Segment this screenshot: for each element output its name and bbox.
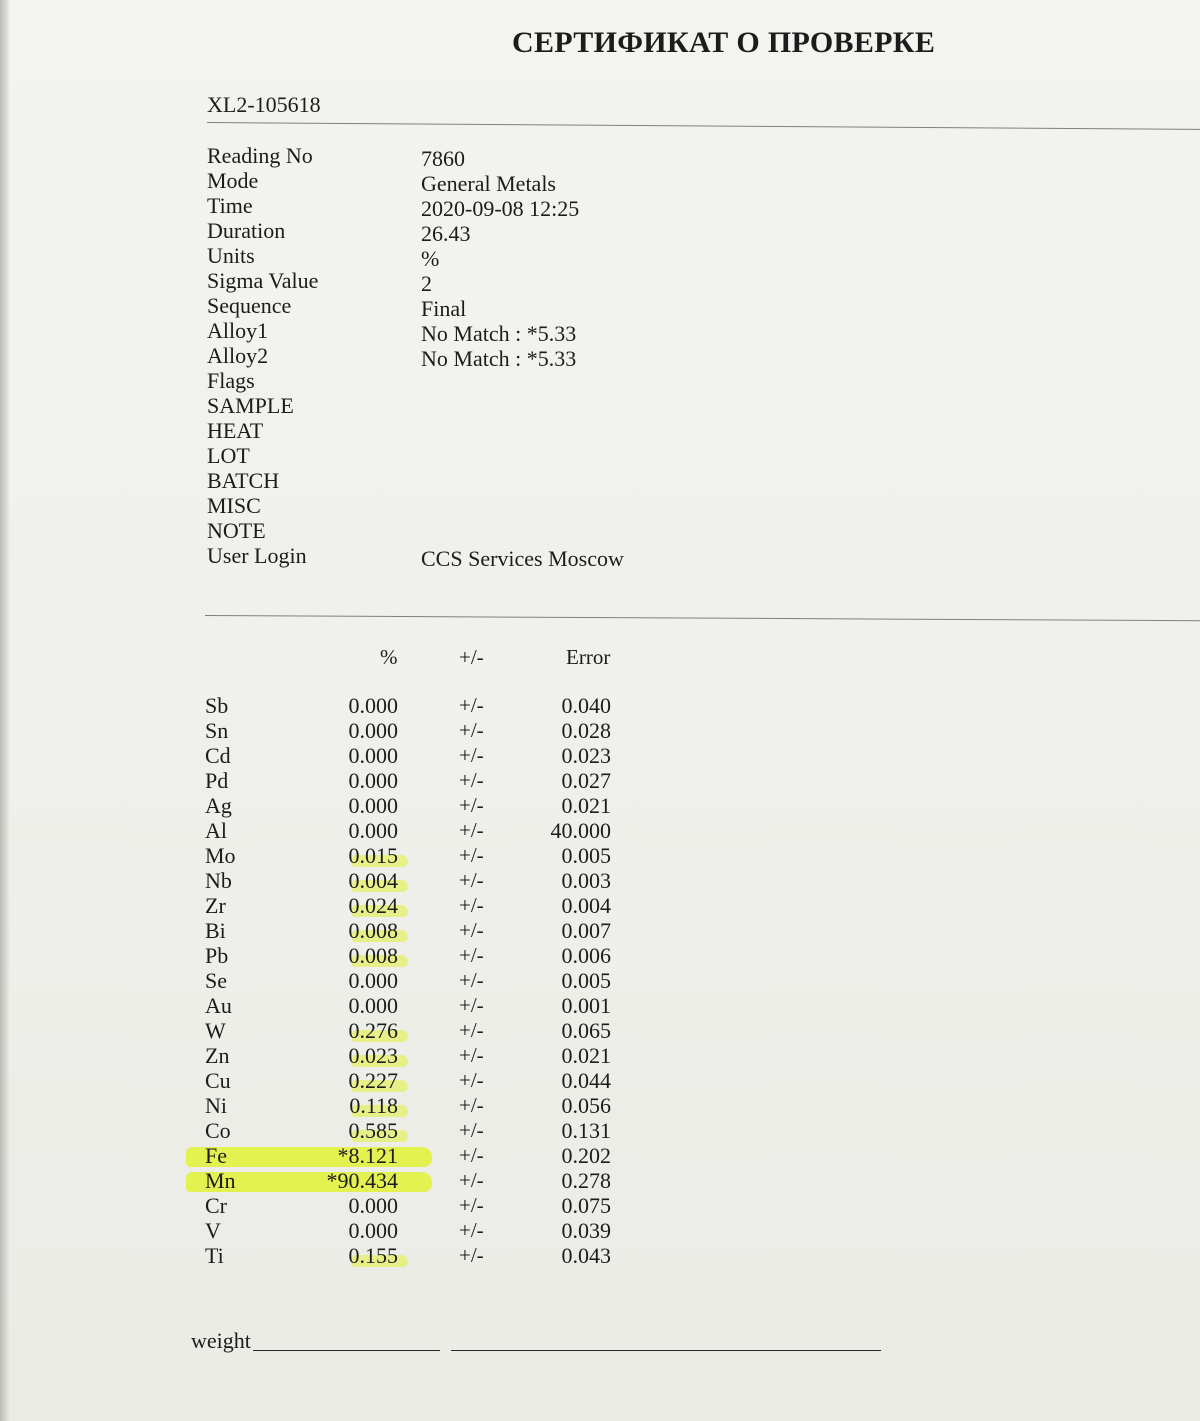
element-symbol: Fe xyxy=(205,1143,227,1168)
field-value: 26.43 xyxy=(421,221,471,246)
field-value: CCS Services Moscow xyxy=(421,546,624,571)
element-percent: 0.024 xyxy=(348,893,398,918)
element-percent: 0.000 xyxy=(348,993,398,1018)
element-row xyxy=(0,1193,700,1218)
element-error: 0.021 xyxy=(561,793,611,818)
element-symbol: Mn xyxy=(205,1168,236,1193)
element-plusminus: +/- xyxy=(459,1093,484,1117)
element-symbol: Au xyxy=(205,993,232,1018)
element-symbol: Mo xyxy=(205,843,236,868)
element-error: 0.075 xyxy=(561,1193,611,1218)
element-row xyxy=(0,843,700,868)
element-error: 0.028 xyxy=(561,718,611,743)
element-symbol: Ti xyxy=(205,1243,224,1268)
element-error: 0.065 xyxy=(561,1018,611,1043)
element-percent: 0.000 xyxy=(348,793,398,818)
element-percent: 0.118 xyxy=(349,1093,398,1118)
element-row xyxy=(0,1218,700,1243)
element-plusminus: +/- xyxy=(459,843,484,867)
element-percent: 0.000 xyxy=(348,1218,398,1243)
element-row xyxy=(0,1243,700,1268)
element-row xyxy=(0,943,700,968)
element-symbol: Ag xyxy=(205,793,232,818)
element-table xyxy=(0,693,700,1268)
field-label: Sigma Value xyxy=(207,268,319,293)
element-error: 0.278 xyxy=(561,1168,611,1193)
element-plusminus: +/- xyxy=(459,1193,484,1217)
element-row xyxy=(0,1018,700,1043)
field-label: MISC xyxy=(207,493,261,518)
element-plusminus: +/- xyxy=(459,818,484,842)
element-plusminus: +/- xyxy=(459,968,484,992)
element-percent: 0.000 xyxy=(348,968,398,993)
element-symbol: V xyxy=(205,1218,221,1243)
element-row xyxy=(0,743,700,768)
element-plusminus: +/- xyxy=(459,1243,484,1267)
field-value: No Match : *5.33 xyxy=(421,346,577,371)
element-percent: 0.000 xyxy=(348,743,398,768)
field-value: No Match : *5.33 xyxy=(421,321,577,346)
element-symbol: W xyxy=(205,1018,226,1043)
element-row xyxy=(0,818,700,843)
element-error: 0.040 xyxy=(561,693,611,718)
signature-underline xyxy=(451,1350,881,1351)
element-row xyxy=(0,918,700,943)
element-percent: 0.000 xyxy=(348,718,398,743)
element-error: 0.027 xyxy=(561,768,611,793)
field-label: Reading No xyxy=(207,143,313,168)
element-percent: 0.000 xyxy=(348,768,398,793)
element-plusminus: +/- xyxy=(459,693,484,717)
element-symbol: Zr xyxy=(205,893,226,918)
element-plusminus: +/- xyxy=(459,793,484,817)
element-percent: 0.000 xyxy=(348,1193,398,1218)
field-label: LOT xyxy=(207,443,250,468)
field-value: General Metals xyxy=(421,171,556,196)
element-plusminus: +/- xyxy=(459,743,484,767)
element-row xyxy=(0,693,700,718)
element-plusminus: +/- xyxy=(459,1043,484,1067)
element-row xyxy=(0,1043,700,1068)
element-symbol: Al xyxy=(205,818,227,843)
element-error: 0.043 xyxy=(561,1243,611,1268)
element-error: 0.004 xyxy=(561,893,611,918)
element-error: 0.023 xyxy=(561,743,611,768)
device-id: XL2-105618 xyxy=(207,92,321,117)
field-label: NOTE xyxy=(207,518,266,543)
field-value: % xyxy=(421,246,440,271)
element-error: 0.003 xyxy=(561,868,611,893)
element-percent: 0.227 xyxy=(348,1068,398,1093)
element-percent: 0.585 xyxy=(348,1118,398,1143)
column-header-plusminus: +/- xyxy=(459,645,484,669)
element-row xyxy=(0,893,700,918)
element-percent: 0.023 xyxy=(348,1043,398,1068)
element-plusminus: +/- xyxy=(459,1068,484,1092)
element-plusminus: +/- xyxy=(459,868,484,892)
element-symbol: Cu xyxy=(205,1068,231,1093)
field-label: HEAT xyxy=(207,418,264,443)
field-label: Alloy2 xyxy=(207,343,269,368)
element-error: 0.001 xyxy=(561,993,611,1018)
element-plusminus: +/- xyxy=(459,718,484,742)
element-plusminus: +/- xyxy=(459,943,484,967)
element-percent: 0.008 xyxy=(348,918,398,943)
header-divider xyxy=(207,122,1200,130)
column-header-error: Error xyxy=(566,645,611,669)
element-symbol: Co xyxy=(205,1118,231,1143)
element-row xyxy=(0,993,700,1018)
element-symbol: Cr xyxy=(205,1193,227,1218)
column-header-percent: % xyxy=(380,645,398,669)
element-plusminus: +/- xyxy=(459,1218,484,1242)
element-row xyxy=(0,1168,700,1193)
element-error: 0.039 xyxy=(561,1218,611,1243)
element-row xyxy=(0,968,700,993)
element-percent: 0.000 xyxy=(348,818,398,843)
field-label: Flags xyxy=(207,368,255,393)
element-error: 0.021 xyxy=(561,1043,611,1068)
element-error: 40.000 xyxy=(550,818,611,843)
element-plusminus: +/- xyxy=(459,1168,484,1192)
element-symbol: Pb xyxy=(205,943,229,968)
element-percent: *90.434 xyxy=(326,1168,398,1193)
element-row xyxy=(0,793,700,818)
element-error: 0.006 xyxy=(561,943,611,968)
field-label: Units xyxy=(207,243,255,268)
element-symbol: Bi xyxy=(205,918,226,943)
element-symbol: Se xyxy=(205,968,227,993)
element-error: 0.202 xyxy=(561,1143,611,1168)
element-symbol: Sb xyxy=(205,693,229,718)
element-error: 0.007 xyxy=(561,918,611,943)
field-label: User Login xyxy=(207,543,307,568)
element-percent: 0.008 xyxy=(348,943,398,968)
weight-underline xyxy=(253,1350,440,1351)
element-row xyxy=(0,1068,700,1093)
element-plusminus: +/- xyxy=(459,1018,484,1042)
element-symbol: Cd xyxy=(205,743,231,768)
element-error: 0.005 xyxy=(561,968,611,993)
element-percent: *8.121 xyxy=(337,1143,398,1168)
element-symbol: Ni xyxy=(205,1093,227,1118)
element-plusminus: +/- xyxy=(459,768,484,792)
element-plusminus: +/- xyxy=(459,918,484,942)
element-row xyxy=(0,868,700,893)
element-row xyxy=(0,1143,700,1168)
element-error: 0.005 xyxy=(561,843,611,868)
element-plusminus: +/- xyxy=(459,1143,484,1167)
field-label: Duration xyxy=(207,218,286,243)
element-percent: 0.004 xyxy=(348,868,398,893)
certificate-title: СЕРТИФИКАТ О ПРОВЕРКЕ xyxy=(512,26,936,59)
section-divider xyxy=(205,615,1200,621)
element-row xyxy=(0,718,700,743)
element-plusminus: +/- xyxy=(459,993,484,1017)
element-symbol: Nb xyxy=(205,868,232,893)
field-label: SAMPLE xyxy=(207,393,294,418)
field-label: Mode xyxy=(207,168,259,193)
element-percent: 0.000 xyxy=(348,693,398,718)
element-percent: 0.276 xyxy=(348,1018,398,1043)
field-label: BATCH xyxy=(207,468,280,493)
element-percent: 0.155 xyxy=(348,1243,398,1268)
field-value: 7860 xyxy=(421,146,465,171)
field-label: Time xyxy=(207,193,253,218)
field-value: 2020-09-08 12:25 xyxy=(421,196,580,221)
element-symbol: Zn xyxy=(205,1043,230,1068)
field-label: Alloy1 xyxy=(207,318,269,343)
element-plusminus: +/- xyxy=(459,1118,484,1142)
element-row xyxy=(0,1118,700,1143)
element-percent: 0.015 xyxy=(348,843,398,868)
element-symbol: Pd xyxy=(205,768,229,793)
element-plusminus: +/- xyxy=(459,893,484,917)
element-row xyxy=(0,1093,700,1118)
field-value: 2 xyxy=(421,271,432,296)
weight-label: weight xyxy=(191,1328,251,1353)
field-value: Final xyxy=(421,296,467,321)
element-symbol: Sn xyxy=(205,718,229,743)
element-error: 0.056 xyxy=(561,1093,611,1118)
element-error: 0.131 xyxy=(561,1118,611,1143)
field-label: Sequence xyxy=(207,293,292,318)
element-row xyxy=(0,768,700,793)
element-error: 0.044 xyxy=(561,1068,611,1093)
